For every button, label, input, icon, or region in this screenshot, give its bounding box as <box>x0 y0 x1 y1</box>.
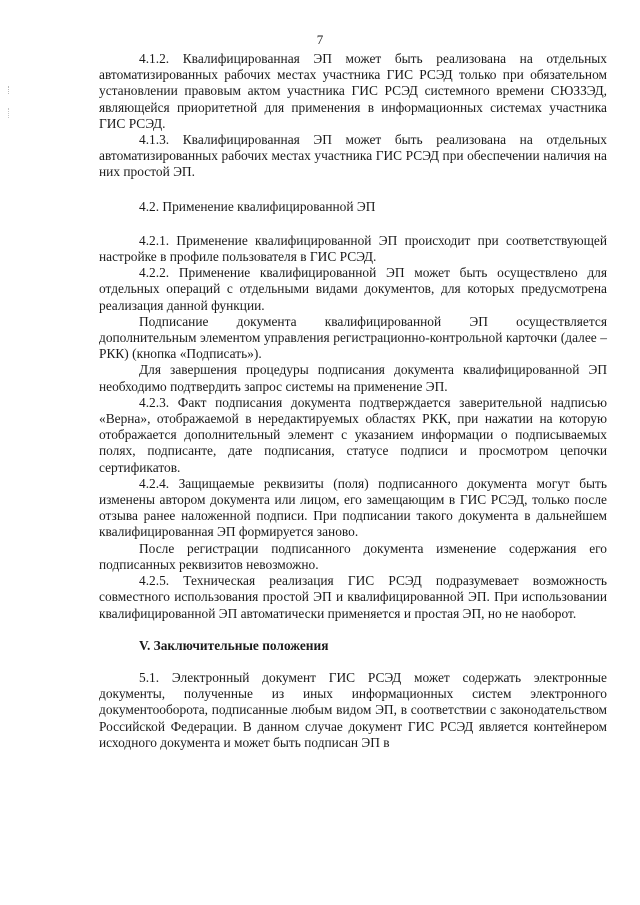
paragraph-after-registration: После регистрации подписанного документа изменение содержания его подписанных реквизитов невозможно. <box>99 540 607 572</box>
paragraph-4-2-4: 4.2.4. Защищаемые реквизиты (поля) подписанного документа могут быть изменены автором документа или лицом, его замещающим в ГИС РСЭД, только после отзыва ранее наложенной подписи. При подписании такого документа в дальнейшем квалифицированная ЭП формируется заново. <box>99 475 607 540</box>
subsection-heading-4-2: 4.2. Применение квалифицированной ЭП <box>139 198 376 214</box>
paragraph-4-2-3: 4.2.3. Факт подписания документа подтверждается заверительной надписью «Верна», отображаемой в нередактируемых областях РКК, при нажатии на которую отображается дополнительный элемент с указанием информации о подписываемых полях, подписанте, дате подписания, статусе подписи и просмотром цепочки сертификатов. <box>99 394 607 475</box>
paragraph-4-2-1: 4.2.1. Применение квалифицированной ЭП происходит при соответствующей настройке в профиле пользователя в ГИС РСЭД. <box>99 232 607 265</box>
scan-margin-mark <box>8 86 11 94</box>
paragraph-4-2-2: 4.2.2. Применение квалифицированной ЭП может быть осуществлено для отдельных операций с отдельными видами документов, для которых предусмотрена реализация данной функции. <box>99 265 607 313</box>
page-number: 7 <box>316 32 324 47</box>
document-body <box>99 51 607 751</box>
paragraph-signing-completion: Для завершения процедуры подписания документа квалифицированной ЭП необходимо подтвердить запрос системы на применение ЭП. <box>99 362 607 394</box>
paragraph-4-1-2: 4.1.2. Квалифицированная ЭП может быть реализована на отдельных автоматизированных рабочих местах участника ГИС РСЭД только при обязательном установлении правовым актом участника ГИС РСЭД системного времени СЮЗЗЭД, являющейся приоритетной для применения в информационных системах участника ГИС РСЭД. <box>99 51 607 131</box>
paragraph-5-1: 5.1. Электронный документ ГИС РСЭД может содержать электронные документы, полученные из иных информационных систем электронного документооборота, подписанные любым видом ЭП, в соответствии с законодательством Российской Федерации. В данном случае документ ГИС РСЭД является контейнером исходного документа и может быть подписан ЭП в <box>99 669 607 750</box>
section-heading-v: V. Заключительные положения <box>139 637 329 653</box>
paragraph-4-1-3: 4.1.3. Квалифицированная ЭП может быть реализована на отдельных автоматизированных рабочих местах участника ГИС РСЭД при обеспечении наличия на них простой ЭП. <box>99 132 607 180</box>
paragraph-4-2-5: 4.2.5. Техническая реализация ГИС РСЭД подразумевает возможность совместного использования простой ЭП и квалифицированной ЭП. При использовании квалифицированной ЭП автоматически применяется и простая ЭП, но не наоборот. <box>99 573 607 621</box>
scan-margin-mark <box>8 108 11 118</box>
paragraph-signing: Подписание документа квалифицированной ЭП осуществляется дополнительным элементом управления регистрационно-контрольной карточки (далее – РКК) (кнопка «Подписать»). <box>99 313 607 362</box>
